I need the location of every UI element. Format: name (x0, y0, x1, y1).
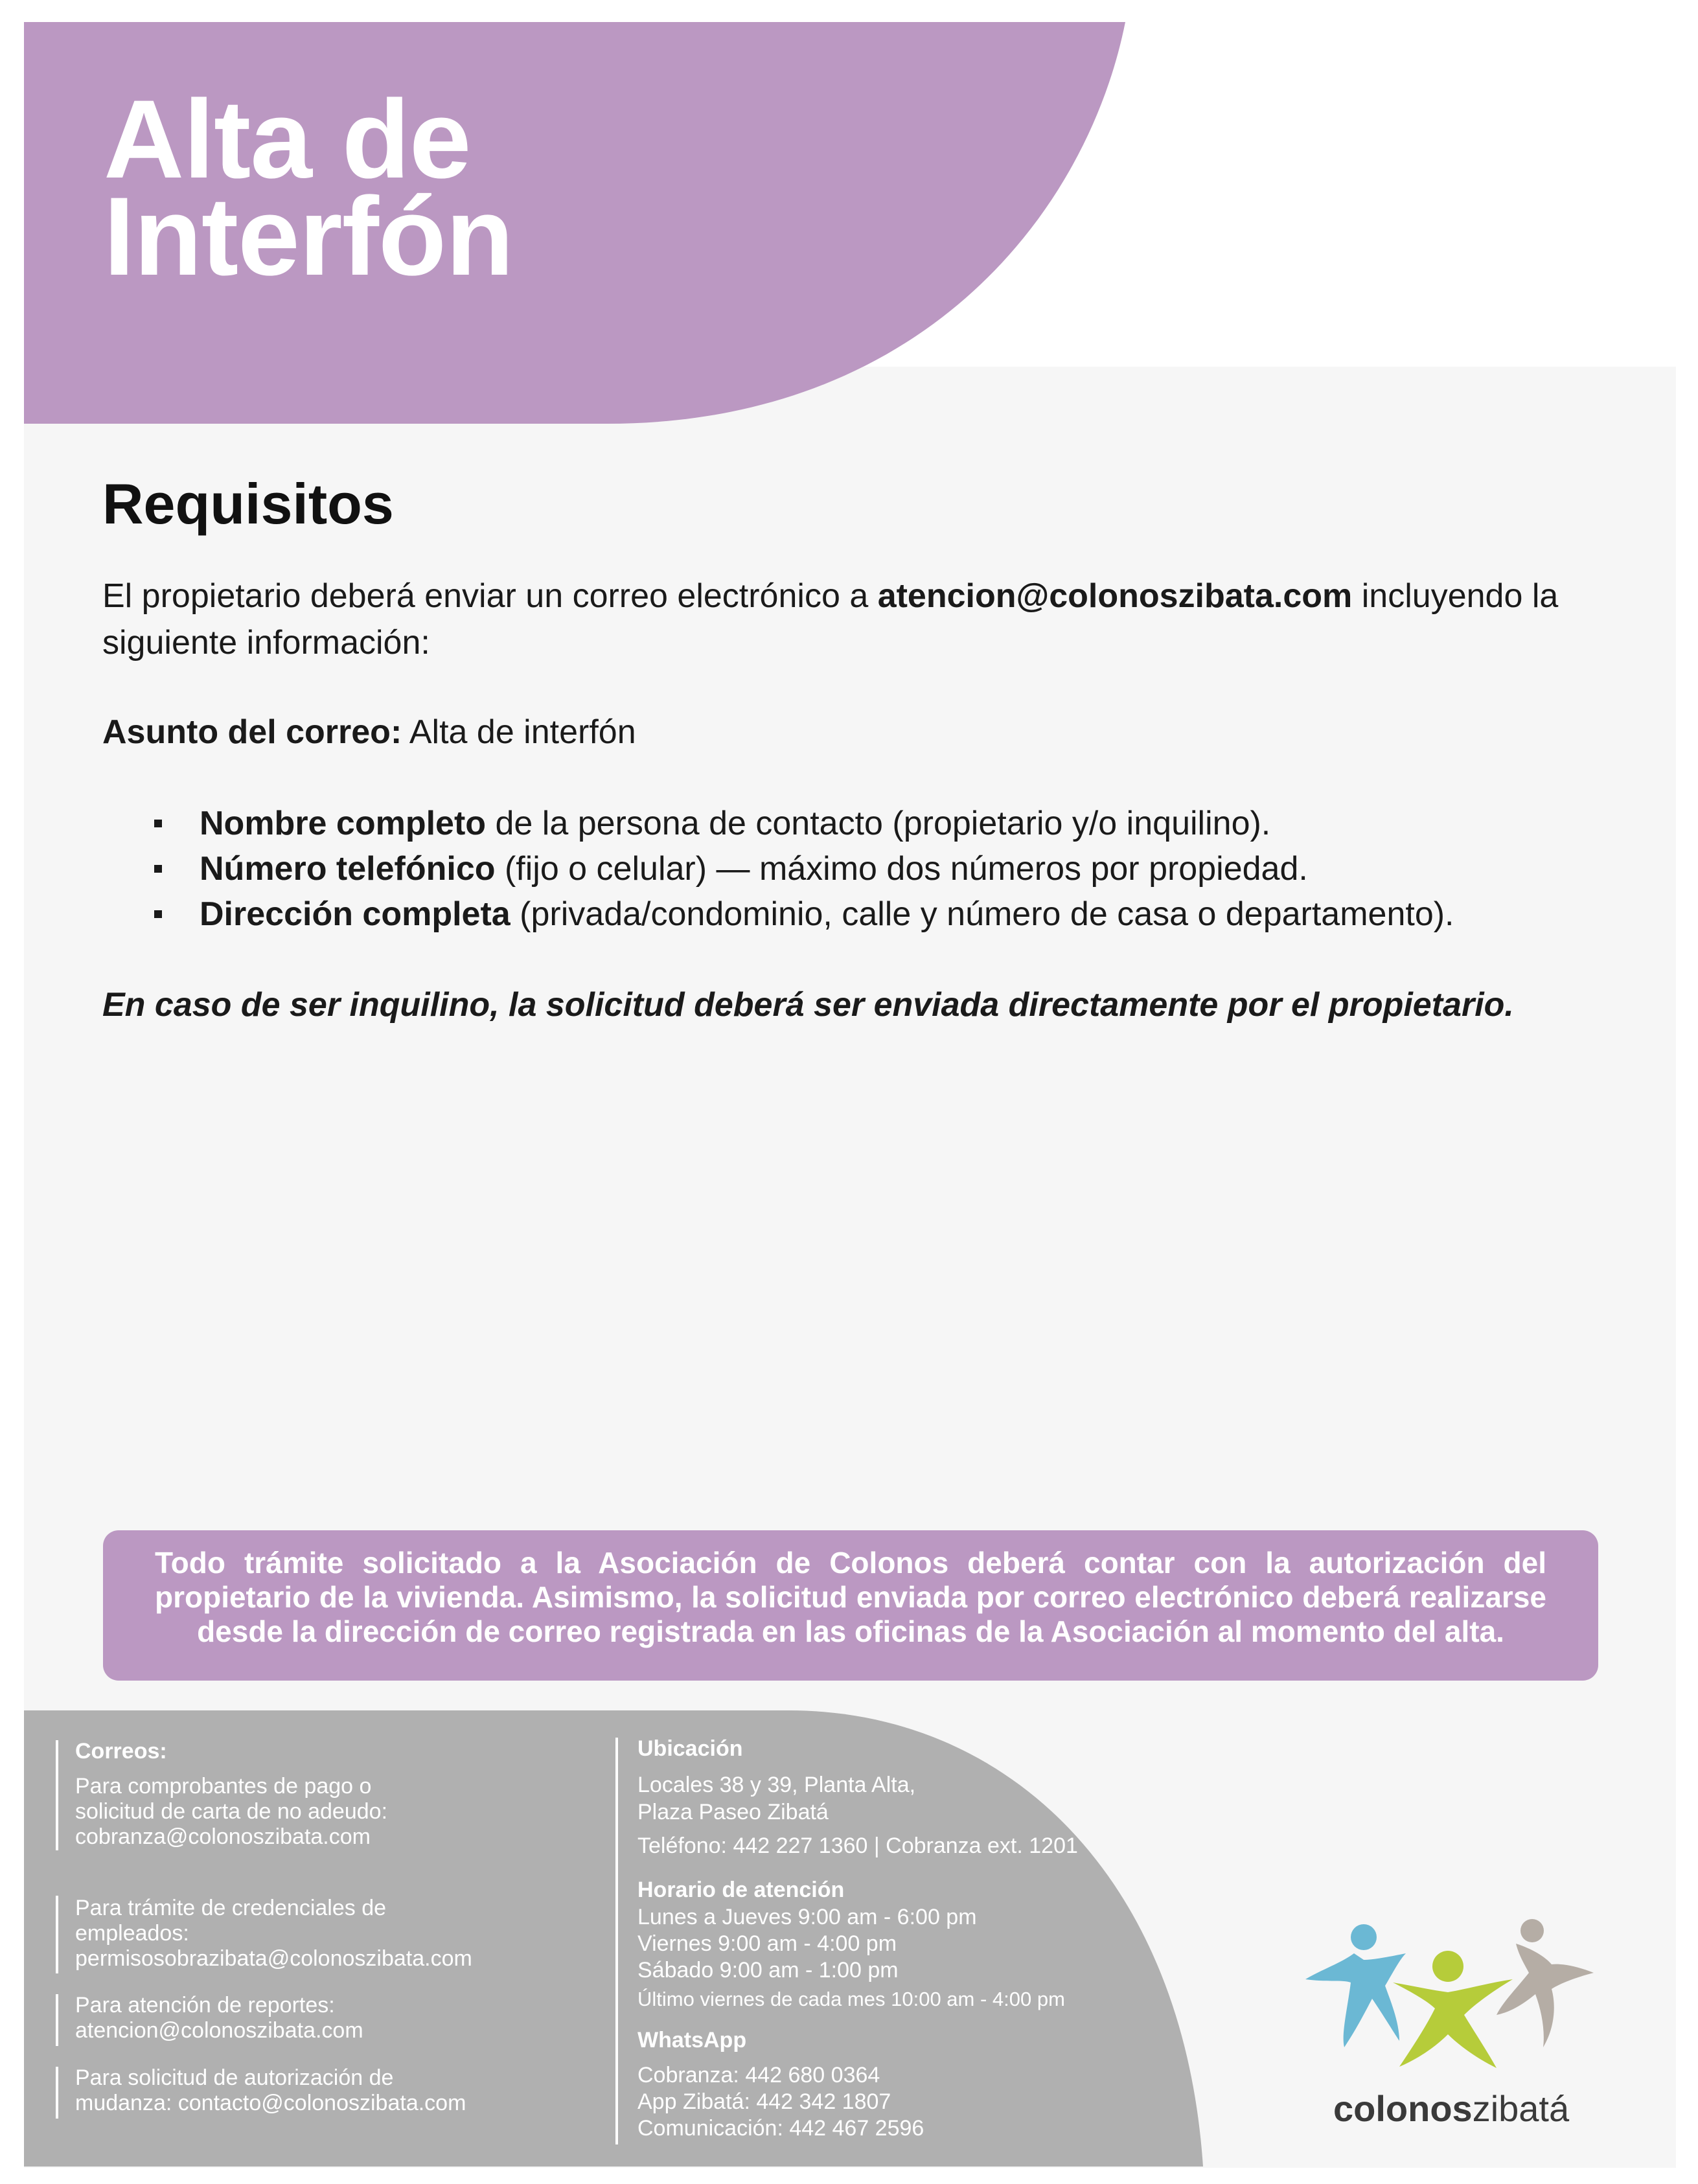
divider (56, 1740, 58, 1850)
correos-mudanza-line-2: mudanza: contacto@colonoszibata.com (75, 2091, 466, 2115)
item-text: (fijo o celular) — máximo dos números por propiedad. (495, 850, 1308, 888)
bullet-square-icon (154, 865, 162, 873)
item-bold: Nombre completo (200, 805, 487, 842)
ubicacion-line-1: Locales 38 y 39, Planta Alta, (637, 1773, 916, 1797)
divider (56, 2067, 58, 2119)
notice-box (103, 1530, 1598, 1681)
horario-line-2: Viernes 9:00 am - 4:00 pm (637, 1931, 897, 1956)
whatsapp-comunicacion: Comunicación: 442 467 2596 (637, 2116, 924, 2141)
horario-line-1: Lunes a Jueves 9:00 am - 6:00 pm (637, 1905, 977, 1929)
ubicacion-title: Ubicación (637, 1736, 743, 1761)
intro-suffix: incluyendo la siguiente información: (102, 577, 1559, 661)
correos-credenciales-line-2: empleados: (75, 1921, 189, 1946)
correos-credenciales-line-1: Para trámite de credenciales de (75, 1896, 387, 1920)
title-line-2: Interfón (104, 174, 514, 299)
list-item (150, 845, 1454, 891)
logo-word-light: zibatá (1472, 2088, 1570, 2129)
email-subject (102, 709, 636, 755)
item-text: (privada/condominio, calle y número de casa o departamento). (510, 895, 1454, 933)
colonos-zibata-logo (1302, 1918, 1600, 2151)
ubicacion-line-2: Plaza Paseo Zibatá (637, 1800, 829, 1824)
correos-credenciales-email: permisosobrazibata@colonoszibata.com (75, 1946, 472, 1971)
item-text: de la persona de contacto (propietario y/o inquilino). (486, 805, 1271, 842)
requirements-list (150, 800, 1454, 936)
tenant-note: En caso de ser inquilino, la solicitud deberá ser enviada directamente por el propietario. (102, 986, 1514, 1024)
correos-mudanza-line-1: Para solicitud de autorización de (75, 2065, 394, 2090)
divider (56, 1896, 58, 1973)
whatsapp-cobranza: Cobranza: 442 680 0364 (637, 2063, 880, 2087)
correos-reportes-line-1: Para atención de reportes: (75, 1993, 335, 2017)
list-item (150, 800, 1454, 845)
divider (56, 1994, 58, 2046)
page-title (104, 77, 514, 299)
correos-pagos-line-2: solicitud de carta de no adeudo: (75, 1799, 388, 1824)
correos-pagos-email: cobranza@colonoszibata.com (75, 1824, 371, 1849)
subject-value: Alta de interfón (402, 713, 636, 751)
whatsapp-title: WhatsApp (637, 2028, 747, 2052)
ubicacion-telefono: Teléfono: 442 227 1360 | Cobranza ext. 1201 (637, 1833, 1078, 1858)
correos-title: Correos: (75, 1739, 167, 1764)
bullet-square-icon (154, 910, 162, 918)
whatsapp-app: App Zibatá: 442 342 1807 (637, 2089, 891, 2114)
horario-line-3: Sábado 9:00 am - 1:00 pm (637, 1958, 899, 1983)
logo-figures-icon (1302, 1918, 1600, 2080)
subject-label: Asunto del correo: (102, 713, 402, 751)
item-bold: Número telefónico (200, 850, 496, 888)
horario-last-friday: Último viernes de cada mes 10:00 am - 4:00 pm (637, 1988, 1065, 2010)
bullet-square-icon (154, 820, 162, 827)
horario-title: Horario de atención (637, 1878, 845, 1902)
notice-text: Todo trámite solicitado a la Asociación de Colonos deberá contar con la autorización del propietario de la vivienda. Asimismo, la solicitud enviada por correo electrónico deberá realizarse desde la dirección de correo registrada en las oficinas de la Asociación al momento del alta. (155, 1546, 1546, 1648)
list-item (150, 891, 1454, 936)
intro-paragraph (102, 573, 1612, 666)
logo-word-bold: colonos (1333, 2088, 1473, 2129)
intro-prefix: El propietario deberá enviar un correo electrónico a (102, 577, 878, 615)
item-bold: Dirección completa (200, 895, 511, 933)
correos-pagos-line-1: Para comprobantes de pago o (75, 1774, 372, 1799)
requirements-heading: Requisitos (102, 472, 394, 536)
divider (615, 1738, 618, 2144)
title-line-1: Alta de (104, 77, 471, 201)
logo-wordmark (1333, 2087, 1569, 2130)
contact-email: atencion@colonoszibata.com (877, 577, 1353, 615)
correos-reportes-email: atencion@colonoszibata.com (75, 2018, 363, 2043)
